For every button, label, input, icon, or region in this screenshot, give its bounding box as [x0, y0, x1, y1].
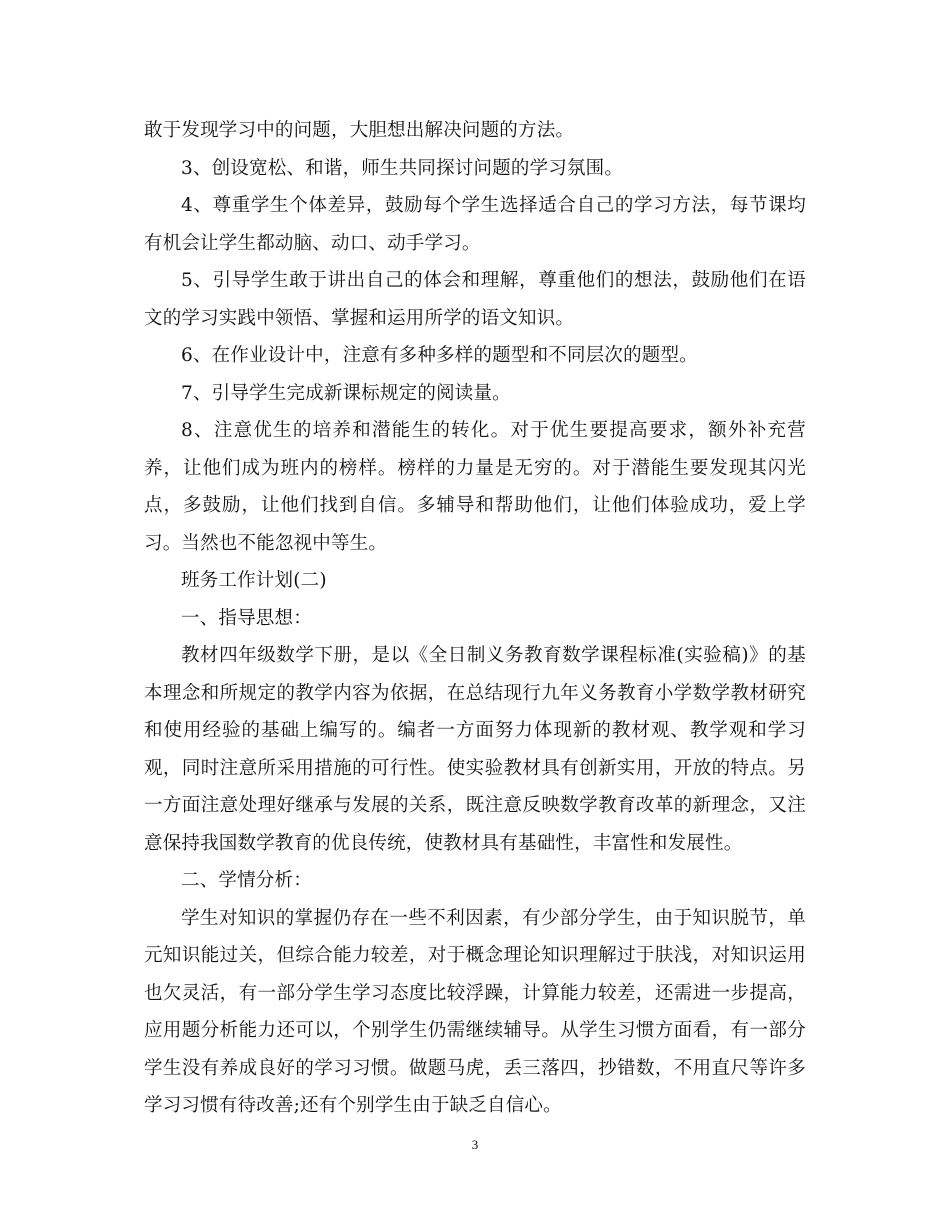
section-title: 班务工作计划(二) [181, 570, 327, 591]
paragraph-item-4: 4、尊重学生个体差异，鼓励每个学生选择适合自己的学习方法，每节课均有机会让学生都动脑、动口、动手学习。 [144, 195, 806, 254]
paragraph-continuation: 敢于发现学习中的问题，大胆想出解决问题的方法。 [144, 120, 575, 141]
paragraph-item-8: 8、注意优生的培养和潜能生的转化。对于优生要提高要求，额外补充营养，让他们成为班内的榜样。榜样的力量是无穷的。对于潜能生要发现其闪光点，多鼓励，让他们找到自信。多辅导和帮助他们，让他们体验成功，爱上学习。当然也不能忽视中等生。 [144, 420, 806, 554]
heading-guiding-ideology: 一、指导思想： [181, 607, 312, 629]
paragraph-student-analysis: 学生对知识的掌握仍存在一些不利因素，有少部分学生，由于知识脱节，单元知识能过关，但综合能力较差，对于概念理论知识理解过于肤浅，对知识运用也欠灵活，有一部分学生学习态度比较浮躁，计算能力较差，还需进一步提高，应用题分析能力还可以，个别学生仍需继续辅导。从学生习惯方面看，有一部分学生没有养成良好的学习习惯。做题马虎，丢三落四，抄错数，不用直尺等许多学习习惯有待改善;还有个别学生由于缺乏自信心。 [144, 907, 806, 1116]
heading-student-analysis: 二、学情分析： [181, 870, 312, 891]
paragraph-item-3: 3、创设宽松、和谐，师生共同探讨问题的学习氛围。 [181, 157, 624, 179]
document-body [144, 112, 806, 1125]
page-number: 3 [471, 1137, 479, 1152]
paragraph-item-7: 7、引导学生完成新课标规定的阅读量。 [181, 382, 511, 404]
paragraph-guiding-ideology: 教材四年级数学下册，是以《全日制义务教育数学课程标准(实验稿)》的基本理念和所规定的教学内容为依据，在总结现行九年义务教育小学数学教材研究和使用经验的基础上编写的。编者一方面努力体现新的教材观、教学观和学习观，同时注意所采用措施的可行性。使实验教材具有创新实用，开放的特点。另一方面注意处理好继承与发展的关系，既注意反映数学教育改革的新理念，又注意保持我国数学教育的优良传统，使教材具有基础性，丰富性和发展性。 [144, 645, 806, 854]
paragraph-item-5: 5、引导学生敢于讲出自己的体会和理解，尊重他们的想法，鼓励他们在语文的学习实践中领悟、掌握和运用所学的语文知识。 [144, 270, 806, 329]
paragraph-item-6: 6、在作业设计中，注意有多种多样的题型和不同层次的题型。 [181, 345, 698, 366]
